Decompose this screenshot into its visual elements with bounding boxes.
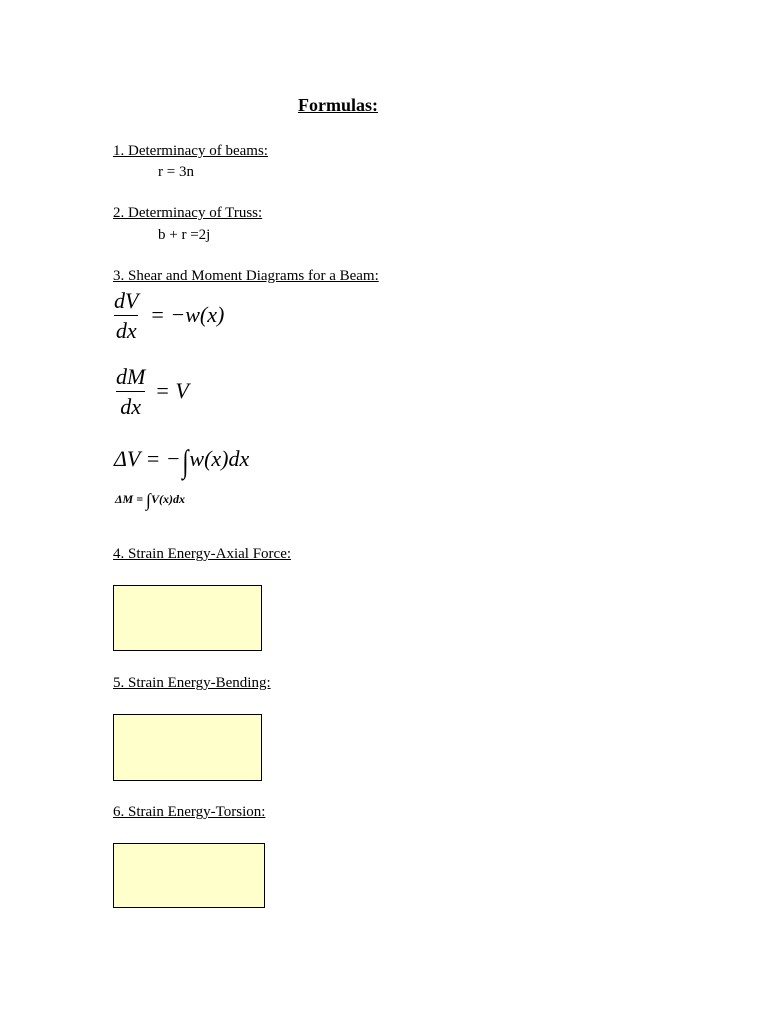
- heading-strain-energy-bending: 5. Strain Energy-Bending:: [113, 675, 271, 691]
- integral-sign: ∫: [146, 490, 151, 510]
- page-title: Formulas:: [298, 95, 378, 115]
- heading-determinacy-of-beams: 1. Determinacy of beams:: [113, 143, 268, 159]
- equation-lhs: ΔV = −: [114, 446, 181, 471]
- equation-dm-dx: [116, 364, 145, 420]
- equation-lhs: ΔM =: [115, 492, 144, 506]
- heading-strain-energy-torsion: 6. Strain Energy-Torsion:: [113, 804, 266, 820]
- fraction-denominator: dx: [115, 318, 137, 343]
- equation-integrand: w(x)dx: [189, 446, 250, 471]
- fraction-numerator: dM: [116, 364, 146, 389]
- answer-box-axial[interactable]: [113, 585, 262, 651]
- heading-shear-moment-diagrams: 3. Shear and Moment Diagrams for a Beam:: [113, 268, 379, 284]
- formula-truss: b + r =2j: [158, 227, 211, 243]
- fraction-bar: [116, 391, 145, 392]
- heading-determinacy-of-truss: 2. Determinacy of Truss:: [113, 205, 263, 221]
- equation-rhs-neg-w: = −w(x): [150, 302, 225, 327]
- heading-strain-energy-axial: 4. Strain Energy-Axial Force:: [113, 546, 292, 562]
- fraction-denominator: dx: [120, 394, 142, 419]
- equation-rhs-v: = V: [155, 378, 189, 403]
- equation-delta-m: [115, 490, 185, 511]
- equation-integrand: V(x)dx: [150, 492, 185, 506]
- equation-dv-dx: [114, 288, 138, 344]
- answer-box-torsion[interactable]: [113, 843, 265, 908]
- formula-beams: r = 3n: [158, 164, 194, 180]
- equation-delta-v: [114, 443, 249, 480]
- fraction-numerator: dV: [114, 288, 139, 313]
- answer-box-bending[interactable]: [113, 714, 262, 781]
- integral-sign: ∫: [181, 443, 189, 479]
- fraction-bar: [114, 315, 138, 316]
